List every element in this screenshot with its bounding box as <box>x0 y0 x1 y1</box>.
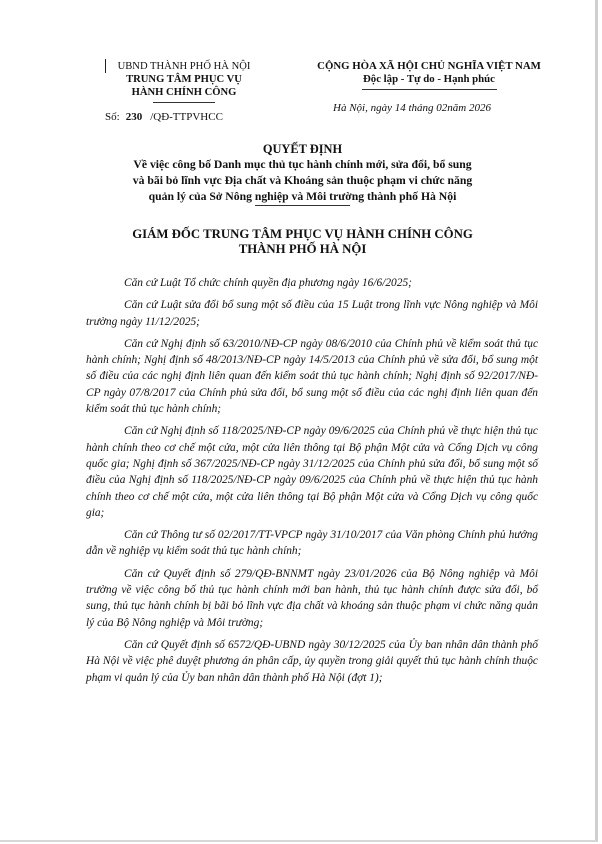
date-day: 14 <box>394 102 406 114</box>
legal-basis-paragraph: Căn cứ Nghị định số 118/2025/NĐ-CP ngày 09/6/2025 của Chính phủ về thực hiện thủ tục hành chính theo cơ chế một cửa, một cửa liên thông tại Bộ phận Một cửa và Cổng Dịch vụ công quốc gia; Nghị định số 367/2025/NĐ-CP ngày 31/12/2025 của Chính phủ sửa đổi, bổ sung một số điều của Nghị định số 118/2025/NĐ-CP ngày 09/6/2025 của Chính phủ về thực hiện thủ tục hành chính theo cơ chế một cửa, một cửa liên thông tại Bộ phận Một cửa và Cổng Dịch vụ công quốc gia; <box>86 425 538 519</box>
agency-underline <box>153 102 215 103</box>
title-underline <box>255 205 350 206</box>
motto-underline <box>362 89 497 90</box>
decision-subject-line1: Về việc công bố Danh mục thủ tục hành chính mới, sửa đổi, bổ sung <box>133 158 472 171</box>
document-number <box>105 111 223 123</box>
legal-basis-paragraph: Căn cứ Quyết định số 279/QĐ-BNNMT ngày 23/01/2026 của Bộ Nông nghiệp và Môi trường về việc công bố thủ tục hành chính mới ban hành, thủ tục hành chính được sửa đổi, bổ sung, thủ tục hành chính bị bãi bỏ lĩnh vực địa chất và khoáng sản thuộc phạm vi chức năng quản lý của Bộ Nông nghiệp và Môi trường; <box>86 567 538 629</box>
legal-basis-paragraph: Căn cứ Nghị định số 63/2010/NĐ-CP ngày 08/6/2010 của Chính phủ về kiểm soát thủ tục hành chính; Nghị định số 48/2013/NĐ-CP ngày 14/5/2013 của Chính phủ về sửa đổi, bổ sung một số điều của các nghị định liên quan đến kiểm soát thủ tục hành chính; Nghị định số 92/2017/NĐ-CP ngày 07/8/2017 của Chính phủ sửa đổi, bổ sung một số điều của các nghị định liên quan đến kiểm soát thủ tục hành chính; <box>86 337 538 416</box>
national-title: CỘNG HÒA XÃ HỘI CHỦ NGHĨA VIỆT NAM <box>317 60 541 72</box>
legal-bases <box>86 275 538 692</box>
issuing-unit-line1: TRUNG TÂM PHỤC VỤ <box>126 74 242 85</box>
decision-subject-line3: quản lý của Sở Nông nghiệp và Môi trường thành phố Hà Nội <box>148 190 457 203</box>
number-label: Số: <box>105 111 120 123</box>
legal-basis-paragraph: Căn cứ Luật sửa đổi bổ sung một số điều của 15 Luật trong lĩnh vực Nông nghiệp và Môi trường ngày 11/12/2025; <box>86 299 538 328</box>
issue-date <box>333 102 491 114</box>
issuing-agency-block <box>104 60 264 103</box>
decision-subject-line2: và bãi bỏ lĩnh vực Địa chất và Khoáng sản thuộc phạm vi chức năng <box>132 174 473 187</box>
number-value: 230 <box>125 111 143 123</box>
national-header-block <box>303 60 555 90</box>
legal-basis-paragraph: Căn cứ Luật Tổ chức chính quyền địa phương ngày 16/6/2025; <box>124 277 412 289</box>
number-code: /QĐ-TTPVHCC <box>150 111 223 123</box>
date-month: 02 <box>436 102 448 114</box>
director-line2: THÀNH PHỐ HÀ NỘI <box>238 242 367 256</box>
legal-basis-paragraph: Căn cứ Thông tư số 02/2017/TT-VPCP ngày 31/10/2017 của Văn phòng Chính phủ hướng dẫn về nghiệp vụ kiểm soát thủ tục hành chính; <box>86 529 538 558</box>
decision-heading: QUYẾT ĐỊNH <box>262 142 343 156</box>
date-prefix: Hà Nội, ngày <box>333 102 392 114</box>
director-line1: GIÁM ĐỐC TRUNG TÂM PHỤC VỤ HÀNH CHÍNH CÔNG <box>132 227 473 241</box>
issuing-authority: UBND THÀNH PHỐ HÀ NỘI <box>117 61 251 72</box>
issuing-unit-line2: HÀNH CHÍNH CÔNG <box>131 87 237 98</box>
date-month-label: tháng <box>408 102 434 114</box>
decision-title <box>100 141 505 205</box>
legal-basis-paragraph: Căn cứ Quyết định số 6572/QĐ-UBND ngày 30/12/2025 của Ủy ban nhân dân thành phố Hà Nội về việc phê duyệt phương án phân cấp, ủy quyền trong giải quyết thủ tục hành chính thuộc phạm vi quản lý của Ủy ban nhân dân thành phố Hà Nội (đợt 1); <box>86 638 538 684</box>
national-motto: Độc lập - Tự do - Hạnh phúc <box>363 73 495 85</box>
director-title <box>100 227 505 257</box>
date-year: năm 2026 <box>447 102 491 114</box>
